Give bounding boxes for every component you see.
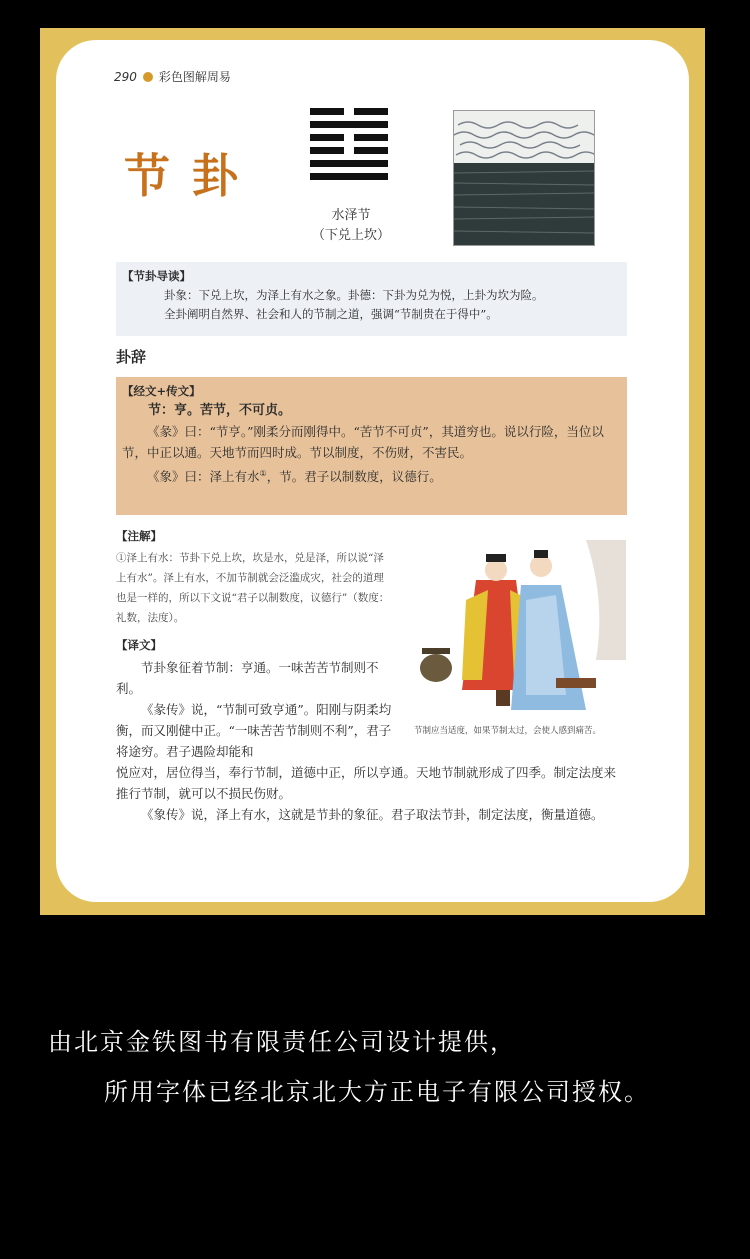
hexagram-title: 节卦 xyxy=(124,149,260,203)
hexagram-name: 水泽节 xyxy=(331,208,371,223)
line-segment xyxy=(354,108,388,115)
translation-paragraph: 《象传》说，泽上有水，这就是节卦的象征。君子取法节卦，制定法度，衡量道德。 xyxy=(141,807,604,822)
xiang-text-a: 《象》曰：泽上有水 xyxy=(147,469,260,485)
line-segment xyxy=(310,134,344,141)
intro-box xyxy=(116,262,627,336)
line-segment xyxy=(310,147,344,154)
translation-paragraph: 《彖传》说，“节制可致亨通”。阳刚与阴柔均衡，而又刚健中正。“一味苦苦节制则不利”，君子将途穷。君子遇险却能和 xyxy=(116,702,392,759)
line-segment xyxy=(354,134,388,141)
section-title: 卦辞 xyxy=(116,348,147,366)
hexagram-caption xyxy=(306,206,396,246)
line-segment xyxy=(310,160,388,167)
footer-line-1: 由北京金铁图书有限责任公司设计提供， xyxy=(48,1028,516,1056)
intro-heading: 【节卦导读】 xyxy=(122,269,191,283)
translation-paragraph: 悦应对，居位得当，奉行节制，道德中正，所以亨通。天地节制就形成了四季。制定法度来推行节制，就可以不损民伤财。 xyxy=(116,765,617,801)
yin-line xyxy=(310,147,388,154)
hexagram-symbol xyxy=(310,108,388,186)
footnote-marker: ① xyxy=(259,469,267,478)
book-page xyxy=(56,40,689,902)
line-segment xyxy=(310,108,344,115)
yin-line xyxy=(310,108,388,115)
book-title: 彩色图解周易 xyxy=(158,70,231,84)
page-number: 290 xyxy=(114,69,137,84)
line-segment xyxy=(310,121,388,128)
translation-heading: 【译文】 xyxy=(116,638,162,652)
footer-line-2: 所用字体已经北京北大方正电子有限公司授权。 xyxy=(104,1078,650,1106)
classic-text-heading: 【经文+传文】 xyxy=(122,384,201,398)
translation-paragraph: 节卦象征着节制：亨通。一味苦苦节制则不利。 xyxy=(116,660,379,696)
xiang-commentary xyxy=(116,463,627,487)
page-frame xyxy=(40,28,705,915)
yin-line xyxy=(310,134,388,141)
line-segment xyxy=(354,147,388,154)
intro-line: 卦象：下兑上坎，为泽上有水之象。卦德：下卦为兑为悦，上卦为坎为险。 xyxy=(164,288,544,302)
intro-line: 全卦阐明自然界、社会和人的节制之道，强调“节制贵在于得中”。 xyxy=(164,307,498,321)
classic-text-box xyxy=(116,377,627,515)
yang-line xyxy=(310,173,388,180)
judgment-text: 节：亨。苦节，不可贞。 xyxy=(148,403,292,418)
notes-text: ①泽上有水：节卦下兑上坎，坎是水，兑是泽，所以说“泽上有水”。泽上有水，不加节制就会泛滥成灾，社会的道理也是一样的，所以下文说“君子以制数度，议德行”（数度：礼数，法度）。 xyxy=(116,552,390,624)
notes-heading: 【注解】 xyxy=(116,529,162,543)
xiang-text-b: ，节。君子以制数度，议德行。 xyxy=(266,469,442,485)
yang-line xyxy=(310,121,388,128)
tuan-commentary: 《彖》曰：“节亨。”刚柔分而刚得中。“苦节不可贞”，其道穷也。说以行险，当位以节，中正以通。天地节而四时成。节以制度，不伤财，不害民。 xyxy=(122,424,604,460)
hexagram-composition: （下兑上坎） xyxy=(311,228,390,243)
ornament-icon xyxy=(143,72,153,82)
page-header xyxy=(114,68,231,85)
line-segment xyxy=(310,173,388,180)
illustration-caption: 节制应当适度，如果节制太过，会使人感到痛苦。 xyxy=(414,726,602,736)
illustration-two-scholars xyxy=(406,540,626,720)
water-marsh-painting xyxy=(453,110,595,246)
yang-line xyxy=(310,160,388,167)
